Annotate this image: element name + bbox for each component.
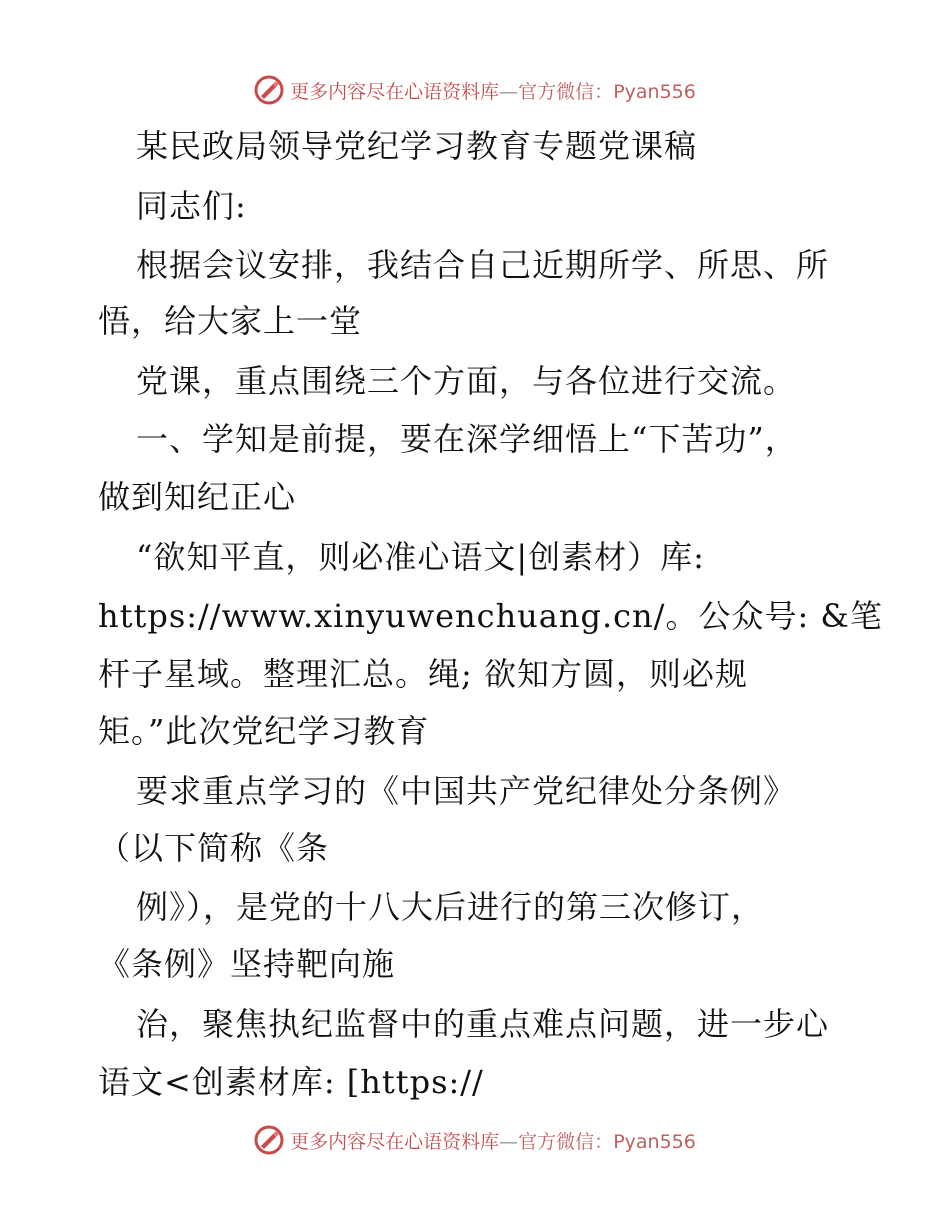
banner-wechat-label: 官方微信：: [518, 1130, 614, 1153]
text-line: 治，聚焦执纪监督中的重点难点问题，进一步心: [136, 1005, 830, 1043]
text-line: 悟，给大家上一堂: [98, 302, 363, 340]
banner-wechat-id: Pyan556: [613, 80, 696, 103]
banner-text: [290, 1127, 696, 1154]
text-line: 例》），是党的十八大后进行的第三次修订，: [136, 888, 765, 926]
footer-watermark-banner: [0, 1120, 950, 1160]
text-line: 做到知纪正心: [98, 478, 297, 516]
banner-wechat-id: Pyan556: [613, 1130, 696, 1153]
banner-separator: —: [499, 1130, 519, 1153]
text-line: 矩。”此次党纪学习教育: [98, 712, 430, 750]
text-line: 要求重点学习的《中国共产党纪律处分条例》: [136, 772, 797, 810]
banner-brand: 更多内容尽在心语资料库: [290, 1130, 500, 1153]
text-line: 语文<创素材库: [https://: [98, 1063, 484, 1101]
banner-separator: —: [499, 80, 519, 103]
text-line: （以下简称《条: [98, 829, 330, 867]
text-line: 一、学知是前提，要在深学细悟上“下苦功”，: [136, 420, 798, 458]
text-line: 同志们:: [136, 187, 247, 225]
text-line: https://www.xinyuwenchuang.cn/。公众号: &笔: [98, 597, 883, 635]
document-title: 某民政局领导党纪学习教育专题党课稿: [136, 127, 698, 165]
pen-logo-icon: [254, 1125, 284, 1155]
text-line: “欲知平直，则必准心语文|创素材）库:: [136, 538, 705, 576]
text-line: 党课，重点围绕三个方面，与各位进行交流。: [136, 362, 797, 400]
banner-wechat-label: 官方微信：: [518, 80, 614, 103]
text-line: 杆子星域。整理汇总。绳; 欲知方圆，则必规: [98, 655, 748, 693]
text-line: 根据会议安排，我结合自己近期所学、所思、所: [136, 246, 830, 284]
banner-brand: 更多内容尽在心语资料库: [290, 80, 500, 103]
text-line: 《条例》坚持靶向施: [98, 945, 396, 983]
